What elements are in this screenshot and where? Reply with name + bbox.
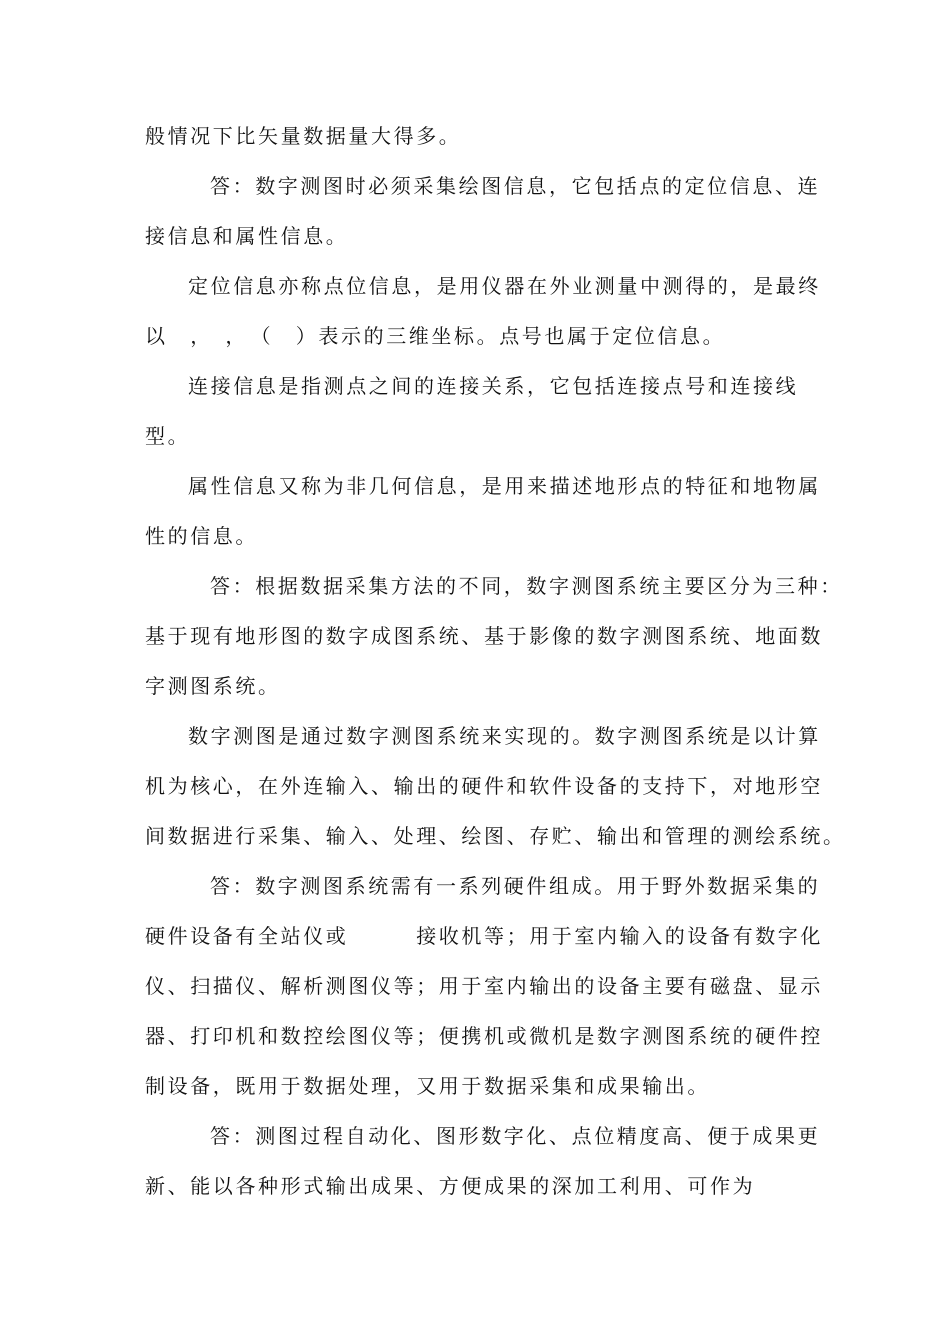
text-line-3: 接信息和属性信息。 — [145, 224, 349, 248]
text-line-18: 仪、扫描仪、解析测图仪等；用于室内输出的设备主要有磁盘、显示 — [145, 974, 823, 998]
text-line-20: 制设备，既用于数据处理，又用于数据采集和成果输出。 — [145, 1074, 710, 1098]
answer-line-3: 答：数字测图系统需有一系列硬件组成。用于野外数据采集的 — [210, 874, 821, 898]
text-line-7: 型。 — [145, 424, 191, 448]
text-line-19: 器、打印机和数控绘图仪等；便携机或微机是数字测图系统的硬件控 — [145, 1024, 823, 1048]
text-line-12: 字测图系统。 — [145, 674, 281, 698]
text-line-17: 硬件设备有全站仪或 接收机等；用于室内输入的设备有数字化 — [145, 924, 823, 948]
text-line-14: 机为核心，在外连输入、输出的硬件和软件设备的支持下，对地形空 — [145, 774, 823, 798]
text-line-4: 定位信息亦称点位信息，是用仪器在外业测量中测得的，是最终 — [188, 274, 821, 298]
text-line-6: 连接信息是指测点之间的连接关系，它包括连接点号和连接线 — [188, 374, 799, 398]
answer-line-2: 答：根据数据采集方法的不同，数字测图系统主要区分为三种： — [210, 574, 843, 598]
text-line-22: 新、能以各种形式输出成果、方便成果的深加工利用、可作为 — [145, 1174, 756, 1198]
text-line-1: 般情况下比矢量数据量大得多。 — [145, 124, 462, 148]
text-line-15: 间数据进行采集、输入、处理、绘图、存贮、输出和管理的测绘系统。 — [145, 824, 846, 848]
text-line-5: 以 ， ， （ ）表示的三维坐标。点号也属于定位信息。 — [145, 324, 726, 348]
text-line-8: 属性信息又称为非几何信息，是用来描述地形点的特征和地物属 — [188, 474, 821, 498]
text-line-9: 性的信息。 — [145, 524, 258, 548]
answer-line-4: 答：测图过程自动化、图形数字化、点位精度高、便于成果更 — [210, 1124, 821, 1148]
text-line-11: 基于现有地形图的数字成图系统、基于影像的数字测图系统、地面数 — [145, 624, 823, 648]
text-line-13: 数字测图是通过数字测图系统来实现的。数字测图系统是以计算 — [188, 724, 821, 748]
answer-line-1: 答：数字测图时必须采集绘图信息，它包括点的定位信息、连 — [210, 174, 821, 198]
